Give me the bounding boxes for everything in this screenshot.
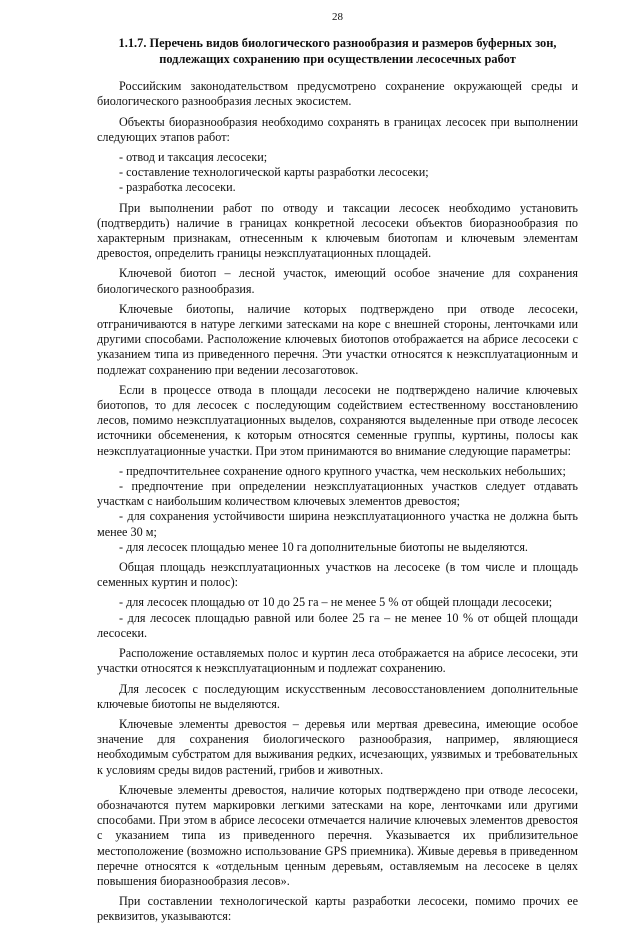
list-item: - составление технологической карты разработки лесосеки; [119,165,429,180]
document-body [97,79,578,924]
paragraph: Ключевой биотоп – лесной участок, имеющий особое значение для сохранения биологического разнообразия. [97,266,578,296]
list-item: - отвод и таксация лесосеки; [119,150,268,164]
paragraph: Расположение оставляемых полос и куртин леса отображается на абрисе лесосеки, эти участки относятся к неэксплуатационным и подлежат сохранению. [97,646,578,676]
section-heading [97,36,578,67]
section-heading-line-2: подлежащих сохранению при осуществлении лесосечных работ [159,51,516,66]
list-item: - для лесосек площадью менее 10 га дополнительные биотопы не выделяются. [119,539,528,554]
paragraph: Для лесосек с последующим искусственным лесовосстановлением дополнительные ключевые биотопы не выделяются. [97,681,578,711]
paragraph: Российским законодательством предусмотрено сохранение окружающей среды и биологического разнообразия лесных экосистем. [97,79,578,109]
list-item: - для лесосек площадью равной или более 25 га – не менее 10 % от общей площади лесосеки. [97,610,578,640]
paragraph: Общая площадь неэксплуатационных участков на лесосеке (в том числе и площадь семенных куртин и полос): [97,560,578,590]
paragraph: Ключевые элементы древостоя – деревья или мертвая древесина, имеющие особое значение для сохранения биологического разнообразия, например, являющиеся необходимым субстратом для выживания редких, исчезающих, уязвимых и требовательных к условиям среды видов растений, грибов и животных. [97,716,578,777]
paragraph: Если в процессе отвода в площади лесосеки не подтверждено наличие ключевых биотопов, то для лесосек с последующим содействием естественному восстановлению лесов, помимо неэксплуатационных выделов, сохраняются выделенные при отводе лесосек источники обсеменения, к которым относятся семенные группы, куртины, полосы как неэксплуатационные участки. При этом принимаются во внимание следующие параметры: [97,382,578,458]
page-number: 28 [332,11,343,23]
paragraph: Объекты биоразнообразия необходимо сохранять в границах лесосек при выполнении следующих этапов работ: [97,114,578,144]
paragraph: При составлении технологической карты разработки лесосеки, помимо прочих ее реквизитов, указываются: [97,894,578,924]
paragraph: Ключевые элементы древостоя, наличие которых подтверждено при отводе лесосеки, обозначаются путем маркировки легкими затесками на коре, ленточками или другими способами. При этом в абрисе лесосеки отмечается наличие ключевых элементов древостоя с указанием типа из приведенного перечня. Указывается их приблизительное местоположение (возможно использование GPS приемника). Живые деревья в приведенном перечне относятся к «отдельным ценным деревьям, оставляемым на лесосеке в целях повышения биоразнообразия лесов». [97,782,578,888]
list-item: - для сохранения устойчивости ширина неэксплуатационного участка не должна быть менее 30 м; [97,509,578,539]
section-heading-line-1: 1.1.7. Перечень видов биологического разнообразия и размеров буферных зон, [118,36,557,50]
paragraph: При выполнении работ по отводу и таксации лесосек необходимо установить (подтвердить) наличие в границах конкретной лесосеки объектов биоразнообразия по характерным признакам, отнесенным к ключевым биотопам и ключевым элементам древостоя, определить границы неэксплуатационных площадей. [97,200,578,261]
list-item: - предпочтительнее сохранение одного крупного участка, чем нескольких небольших; [119,463,566,478]
paragraph: Ключевые биотопы, наличие которых подтверждено при отводе лесосеки, отграничиваются в натуре легкими затесками на коре с внешней стороны, ленточками или другими способами. Расположение ключевых биотопов отображается на абрисе лесосеки с указанием типа из приведенного перечня. Эти участки относятся к неэксплуатационным и подлежат сохранению при ведении лесозаготовок. [97,301,578,377]
list-item: - предпочтение при определении неэксплуатационных участков следует отдавать участкам с наибольшим количеством ключевых элементов древостоя; [97,479,578,509]
list-item: - для лесосек площадью от 10 до 25 га – не менее 5 % от общей площади лесосеки; [119,595,553,610]
list-item: - разработка лесосеки. [119,180,236,195]
